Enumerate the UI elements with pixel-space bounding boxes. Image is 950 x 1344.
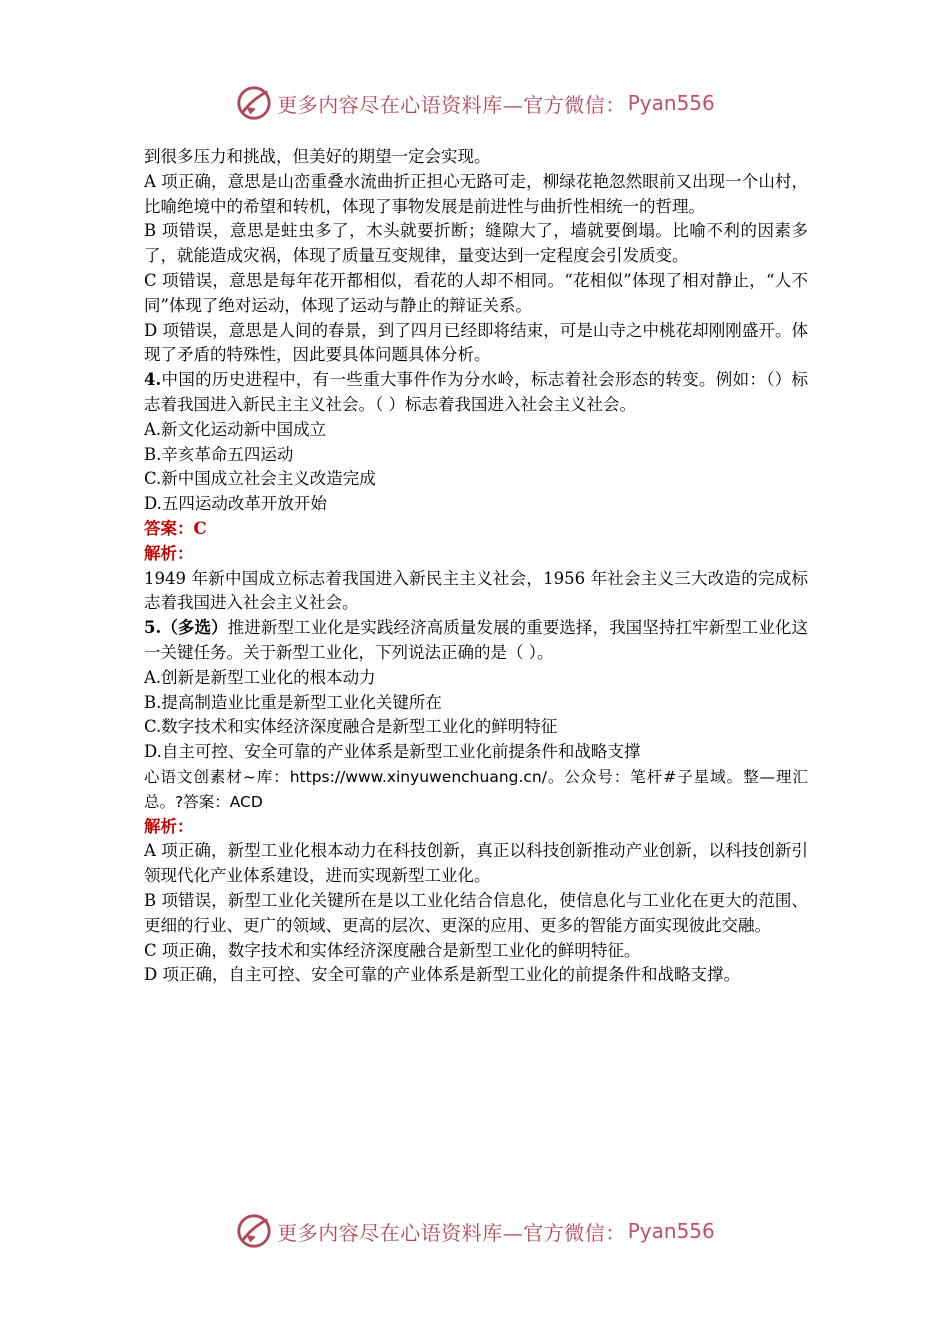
paragraph: D 项错误，意思是人间的春景，到了四月已经即将结束，可是山寺之中桃花却刚刚盛开。体现了矛盾的特殊性，因此要具体问题具体分析。 (144, 320, 808, 365)
analysis-text: D 项正确，自主可控、安全可靠的产业体系是新型工业化的前提条件和战略支撑。 (144, 965, 740, 985)
question-4 (144, 368, 808, 418)
paragraph: A 项正确，意思是山峦重叠水流曲折正担心无路可走，柳绿花艳忽然眼前又出现一个山村，比喻绝境中的希望和转机，体现了事物发展是前进性与曲折性相统一的哲理。 (144, 171, 808, 216)
question-stem: 推进新型工业化是实践经济高质量发展的重要选择，我国坚持扛牢新型工业化这一关键任务。关于新型工业化，下列说法正确的是（ ）。 (144, 618, 809, 662)
banner-wechat-id: Pyan556 (627, 1219, 715, 1243)
logo-icon (235, 84, 273, 122)
footer-banner (0, 1206, 950, 1256)
option-a: A.新文化运动新中国成立 (144, 419, 327, 439)
question-tag: （多选） (161, 618, 228, 638)
analysis-text: 1949 年新中国成立标志着我国进入新民主主义社会，1956 年社会主义三大改造的完成标志着我国进入社会主义社会。 (144, 568, 808, 613)
banner-text: 更多内容尽在心语资料库—官方微信： (277, 1220, 626, 1245)
paragraph: 到很多压力和挑战，但美好的期望一定会实现。 (144, 147, 491, 166)
paragraph: B 项错误，意思是蛀虫多了，木头就要折断；缝隙大了，墙就要倒塌。比喻不利的因素多了，就能造成灾祸，体现了质量互变规律，量变达到一定程度会引发质变。 (144, 221, 808, 266)
paragraph: C 项错误，意思是每年花开都相似，看花的人却不相同。“花相似”体现了相对静止，“人不同”体现了绝对运动，体现了运动与静止的辩证关系。 (144, 270, 808, 315)
banner-wechat-id: Pyan556 (627, 91, 715, 115)
option-c: C.数字技术和实体经济深度融合是新型工业化的鲜明特征 (144, 717, 558, 737)
option-c: C.新中国成立社会主义改造完成 (144, 469, 376, 489)
banner-text: 更多内容尽在心语资料库—官方微信： (277, 92, 626, 117)
option-b: B.提高制造业比重是新型工业化关键所在 (144, 692, 442, 712)
analysis-text: C 项正确，数字技术和实体经济深度融合是新型工业化的鲜明特征。 (144, 940, 641, 960)
question-stem: 中国的历史进程中，有一些重大事件作为分水岭，标志着社会形态的转变。例如：（）标志着我国进入新民主主义社会。（ ）标志着我国进入社会主义社会。 (144, 370, 808, 414)
analysis-label: 解析： (144, 543, 194, 563)
analysis-text: A 项正确，新型工业化根本动力在科技创新，真正以科技创新推动产业创新，以科技创新引领现代化产业体系建设，进而实现新型工业化。 (144, 841, 808, 886)
question-number: 5. (144, 618, 162, 638)
analysis-text: B 项错误，新型工业化关键所在是以工业化结合信息化，使信息化与工业化在更大的范围、更细的行业、更广的领域、更高的层次、更深的应用、更多的智能方面实现彼此交融。 (144, 890, 808, 935)
option-d: D.五四运动改革开放开始 (144, 494, 327, 514)
answer: 答案：C (144, 518, 207, 538)
header-banner (0, 78, 950, 128)
option-b: B.辛亥革命五四运动 (144, 444, 294, 464)
option-a: A.创新是新型工业化的根本动力 (144, 667, 376, 687)
document-body (144, 145, 808, 988)
analysis-label: 解析： (144, 816, 194, 836)
option-d: D.自主可控、安全可靠的产业体系是新型工业化前提条件和战略支撑 (144, 742, 641, 762)
logo-icon (235, 1212, 273, 1250)
question-number: 4. (144, 370, 162, 390)
watermark-answer-line: 心语文创素材~库：https://www.xinyuwenchuang.cn/。公众号：笔杆#子星域。整—理汇总。?答案：ACD (144, 767, 808, 811)
question-5 (144, 616, 808, 666)
